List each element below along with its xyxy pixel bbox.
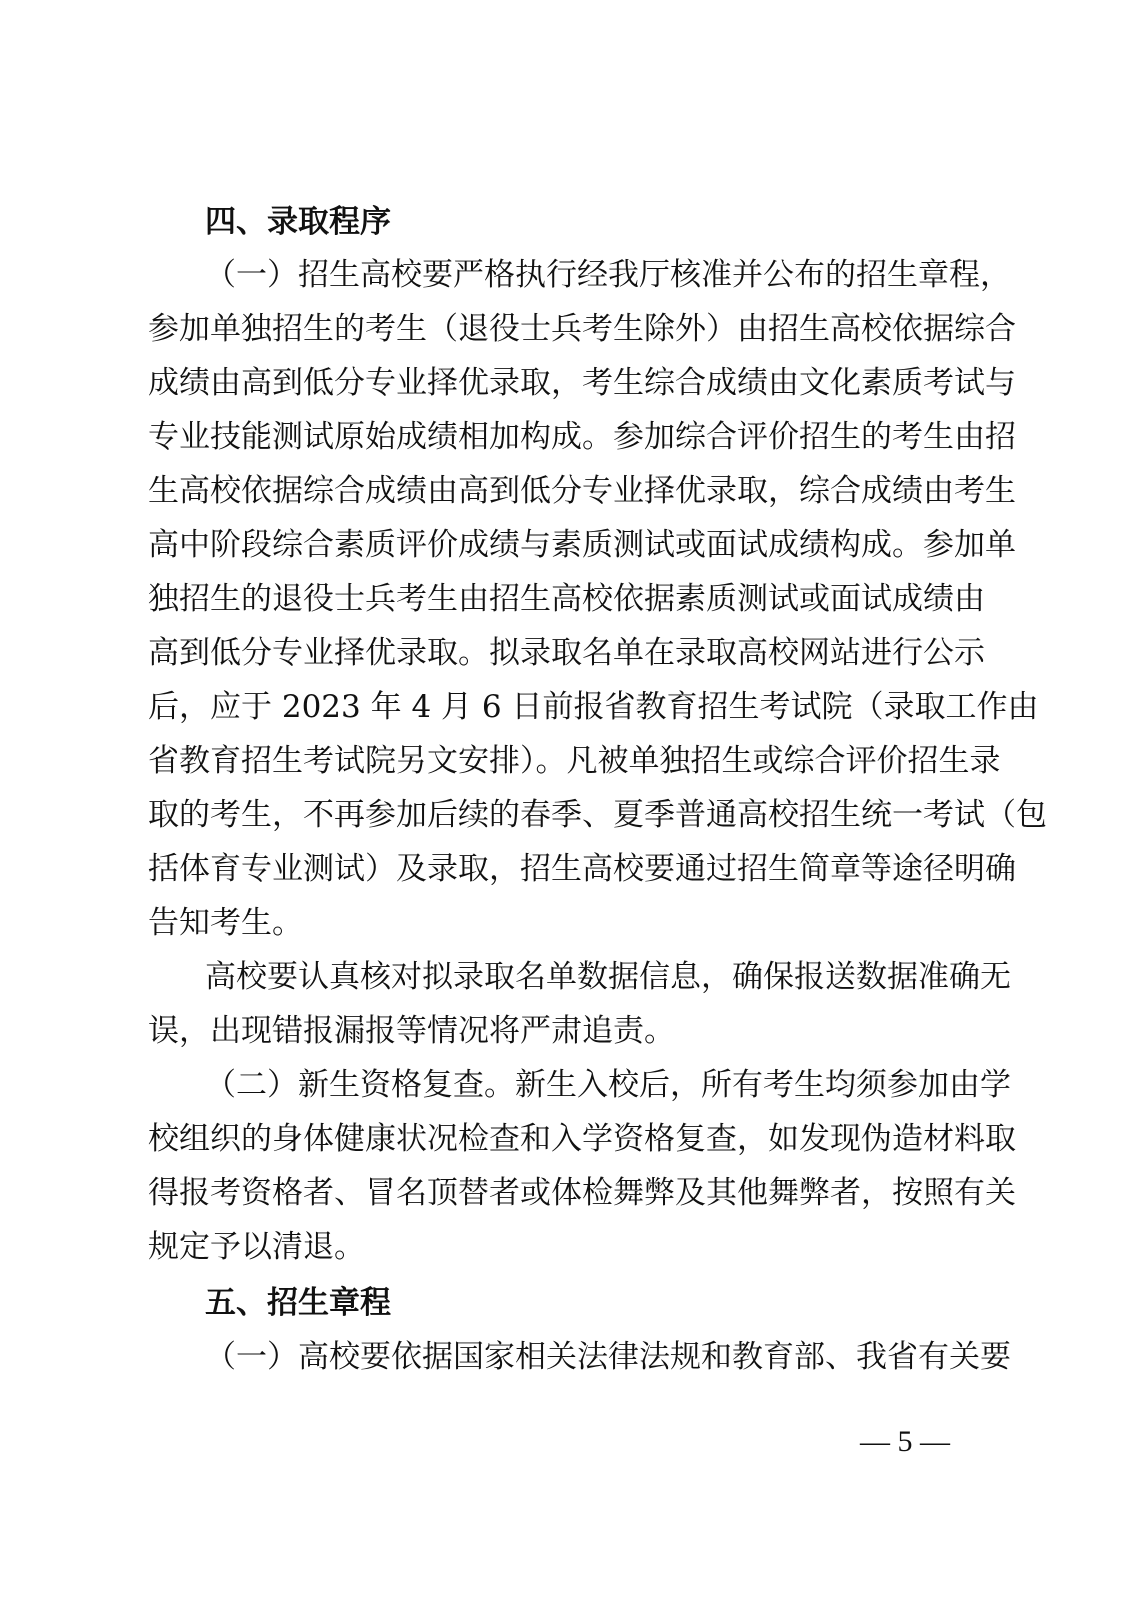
page-number: — 5 — bbox=[860, 1425, 950, 1458]
section-heading-admission-procedure: 四、录取程序 bbox=[205, 204, 391, 240]
paragraph-line: （二）新生资格复查。新生入校后，所有考生均须参加由学 bbox=[205, 1067, 1011, 1103]
paragraph-line: 省教育招生考试院另文安排）。凡被单独招生或综合评价招生录 bbox=[148, 743, 1001, 779]
paragraph-line: 高中阶段综合素质评价成绩与素质测试或面试成绩构成。参加单 bbox=[148, 527, 1016, 563]
paragraph-line: 高到低分专业择优录取。拟录取名单在录取高校网站进行公示 bbox=[148, 635, 985, 671]
paragraph-line: 校组织的身体健康状况检查和入学资格复查，如发现伪造材料取 bbox=[148, 1121, 1016, 1157]
paragraph-line: 括体育专业测试）及录取，招生高校要通过招生简章等途径明确 bbox=[148, 851, 1016, 887]
paragraph-line: 独招生的退役士兵考生由招生高校依据素质测试或面试成绩由 bbox=[148, 581, 985, 617]
paragraph-line: 高校要认真核对拟录取名单数据信息，确保报送数据准确无 bbox=[205, 959, 1011, 995]
paragraph-line: 取的考生，不再参加后续的春季、夏季普通高校招生统一考试（包 bbox=[148, 797, 1047, 833]
paragraph-line: 得报考资格者、冒名顶替者或体检舞弊及其他舞弊者，按照有关 bbox=[148, 1175, 1016, 1211]
paragraph-line: 后，应于 2023 年 4 月 6 日前报省教育招生考试院（录取工作由 bbox=[148, 689, 1039, 725]
paragraph-line: 成绩由高到低分专业择优录取，考生综合成绩由文化素质考试与 bbox=[148, 365, 1016, 401]
paragraph-line: （一）招生高校要严格执行经我厅核准并公布的招生章程， bbox=[205, 257, 1011, 293]
section-heading-admission-charter: 五、招生章程 bbox=[205, 1285, 391, 1321]
paragraph-line: 专业技能测试原始成绩相加构成。参加综合评价招生的考生由招 bbox=[148, 419, 1016, 455]
paragraph-line: 告知考生。 bbox=[148, 905, 303, 941]
paragraph-line: 规定予以清退。 bbox=[148, 1229, 365, 1265]
paragraph-line: 误，出现错报漏报等情况将严肃追责。 bbox=[148, 1013, 675, 1049]
paragraph-line: 生高校依据综合成绩由高到低分专业择优录取，综合成绩由考生 bbox=[148, 473, 1016, 509]
paragraph-line: （一）高校要依据国家相关法律法规和教育部、我省有关要 bbox=[205, 1339, 1011, 1375]
paragraph-line: 参加单独招生的考生（退役士兵考生除外）由招生高校依据综合 bbox=[148, 311, 1016, 347]
